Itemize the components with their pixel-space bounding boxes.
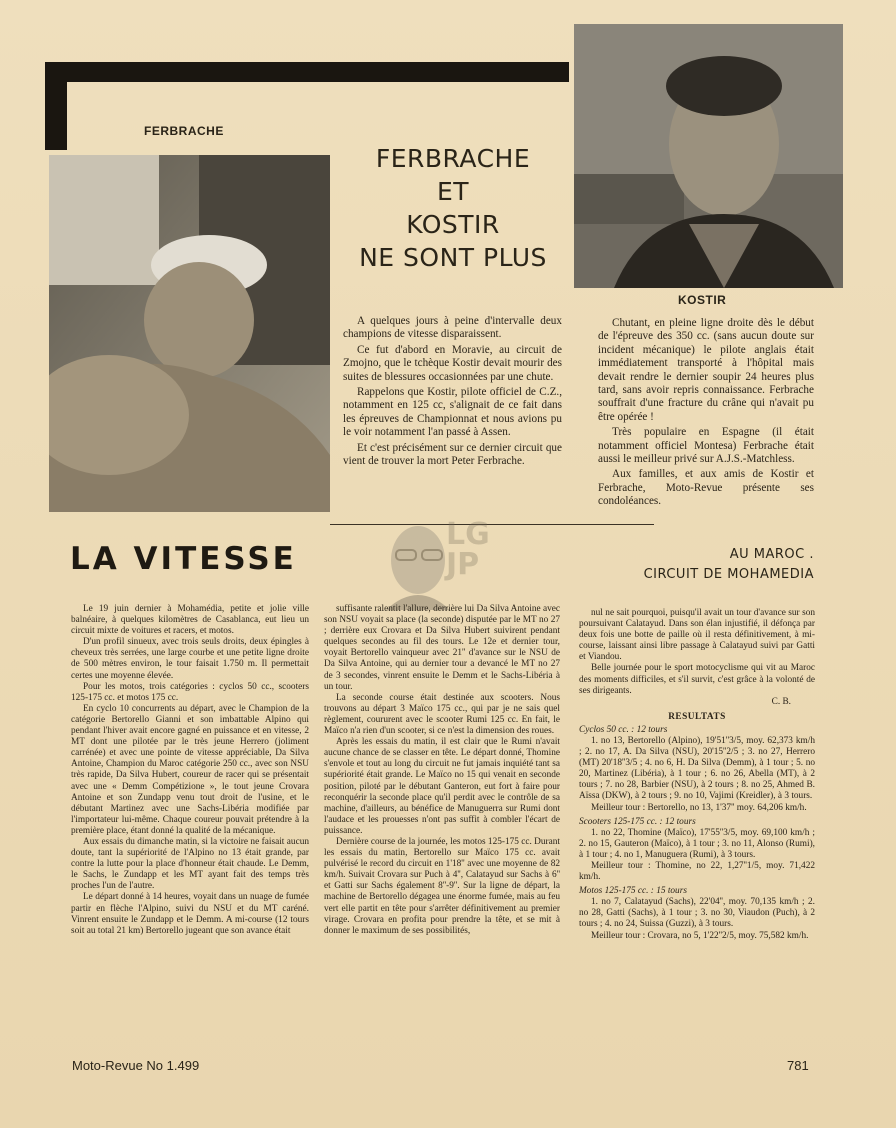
caption-kostir: KOSTIR	[678, 293, 727, 307]
headline-line-4: NE SONT PLUS	[359, 243, 547, 272]
location-line-2: CIRCUIT DE MOHAMEDIA	[643, 567, 814, 582]
article-paragraph: D'un profil sinueux, avec trois seuls droits, deux épingles à cheveux très serrées, une large courbe et une petite ligne droite de 500 mètres environ, le tour faisait 1.750 m. Il permettait certes une moyenne élevée.	[71, 637, 309, 681]
section-location	[600, 545, 814, 585]
article-column-2	[324, 604, 560, 937]
intro-middle-column	[343, 315, 562, 470]
portrait-watermark	[382, 518, 454, 610]
intro-paragraph: Très populaire en Espagne (il était notamment officiel Montesa) Ferbrache était aussi le meilleur privé sur A.J.S.-Matchless.	[598, 426, 814, 466]
results-cyclos: 1. no 13, Bertorello (Alpino), 19'51''3/5, moy. 62,373 km/h ; 2. no 17, A. Da Silva (NSU), 20'15''2/5 ; 3. no 27, Herrero (MT) 20'18''3/5 ; 4. no 6, H. Da Silva (Demm), à 1 tour ; 5. no 20, Martinez (Libéria), à 1 tour ; 6. no 26, Abella (MT), à 2 tours ; 7. no 28, Barbier (NSU), à 2 tours ; 8. no 25, Ahmed B. Aïssa (DKW), à 2 tours ; 9. no 10, Vajimi (Kreidler), à 3 tours.	[579, 735, 815, 802]
results-cyclos-best: Meilleur tour : Bertorello, no 13, 1'37'' moy. 64,206 km/h.	[591, 802, 807, 813]
article-paragraph: Dernière course de la journée, les motos 125-175 cc. Durant les essais du matin, Bertorello sur Maïco 175 cc. avait pulvérisé le record du circuit en 1'18'' avec une moyenne de 82 km/h. Suivait Crovara sur Puch à 4'', Calatayud sur Sachs à 6'' et Gatti sur Sachs également 8''-9''. Sur la ligne de départ, la machine de Bertorello dégagea une énorme fumée, mais au feu vert elle partit en tête pour s'arrêter définitivement au premier virage. Crovara en profita pour prendre la tête, et se mit à donner le maximum de ses possibilités,	[324, 836, 560, 936]
article-column-3	[579, 608, 815, 942]
article-column-1	[71, 604, 309, 937]
headline	[340, 142, 566, 274]
results-scooters: 1. no 22, Thomine (Maïco), 17'55''3/5, moy. 69,100 km/h ; 2. no 15, Gauteron (Maïco), à 1 tour ; 3. no 11, Alonso (Rumi), à 1 tour ; 4. no 1, Manuguera (Rumi), à 3 tours.	[579, 827, 815, 860]
intro-paragraph: A quelques jours à peine d'intervalle deux champions de vitesse disparaissent.	[343, 315, 562, 341]
article-paragraph: Le départ donné à 14 heures, voyait dans un nuage de fumée partir en flèche l'Alpino, suivi du NSU et du MT caréné. Vinrent ensuite le Zundapp et le Demm. A mi-course (12 tours soit au total 21 km) Bertorello jugeant que son avance était	[71, 892, 309, 936]
photo-ferbrache	[49, 155, 330, 512]
results-scooters-best: Meilleur tour : Thomine, no 22, 1,27''1/5, moy. 71,422 km/h.	[579, 860, 815, 883]
headline-line-3: KOSTIR	[406, 210, 500, 239]
header-rule-left	[45, 62, 67, 150]
intro-paragraph: Rappelons que Kostir, pilote officiel de C.Z., notamment en 125 cc, s'alignait de ce fait dans les épreuves de Championnat et nous avions pu le voir notamment l'an passé à Assen.	[343, 386, 562, 439]
results-heading: RESULTATS	[668, 711, 726, 722]
intro-right-column	[598, 317, 814, 511]
article-paragraph: Le 19 juin dernier à Mohamédia, petite et jolie ville balnéaire, à quelques kilomètres de Casablanca, eut lieu un circuit mixte de voitures et racers, et motos.	[71, 604, 309, 637]
section-divider	[330, 524, 654, 525]
results-motos-title: Motos 125-175 cc. : 15 tours	[579, 886, 687, 897]
article-paragraph: La seconde course était destinée aux scooters. Nous trouvons au départ 3 Maïco 175 cc., qui par je ne sais quel règlement, coururent avec le scooter Rumi 125 cc. En fait, le Maïco n'a rien d'un scooter, si ce n'est la dimension des roues.	[324, 692, 560, 737]
results-scooters-title: Scooters 125-175 cc. : 12 tours	[579, 816, 696, 827]
footer-publication: Moto-Revue No 1.499	[72, 1058, 200, 1073]
footer-page-number: 781	[787, 1058, 809, 1073]
article-paragraph: En cyclo 10 concurrents au départ, avec le Champion de la catégorie Bertorello Gianni et son imbattable Alpino qui pendant l'hiver avait encore gagné en puissance et en vitesse, 2 MT dont une pilotée par le très jeune Herrero (joliment carrénée) et avec une pointe de vitesse appréciable, Da Silva Antoine, Champion du Maroc catégorie 250 cc., avec son NSU très rapide, Da Silva Hubert, coureur de racer qui se présentait avec une « Demm Compétizione », le tout jeune Crovara Antoine et son Zundapp venu tout droit de l'usine, et le débutant Martinez avec une Sachs-Libéria modifiée par l'importateur lui-même. Chaque coureur pouvait prétendre à la première place, étant donné la qualité de la mécanique.	[71, 703, 309, 836]
location-line-1: AU MAROC .	[729, 547, 814, 562]
results-motos: 1. no 7, Calatayud (Sachs), 22'04'', moy. 70,135 km/h ; 2. no 28, Gatti (Sachs), à 1 tour ; 3. no 30, Viaudon (Puch), à 2 tours ; 4. no 24, Suissa (Guzzi), à 3 tours.	[579, 897, 815, 930]
article-signature: C. B.	[771, 696, 791, 707]
article-paragraph: suffisante ralentit l'allure, derrière lui Da Silva Antoine avec son NSU voyait sa place (la seconde) disputée par le MT no 27 ; derrière eux Crovara et Da Silva Hubert suivirent pendant quelques secondes au fil des tours. Le 12e et dernier tour, voyait Bertorello vainqueur avec 21'' d'avance sur le NSU de Da Silva Antoine, qui au dernier tour a devancé le MT no 27 de 3 secondes, vinrent ensuite le Demm et le Sachs-Libéria à un tour.	[324, 604, 560, 692]
intro-paragraph: Aux familles, et aux amis de Kostir et Ferbrache, Moto-Revue présente ses condoléances.	[598, 468, 814, 508]
article-paragraph: nul ne sait pourquoi, puisqu'il avait un tour d'avance sur son poursuivant Calatayud. Dans son élan injustifié, il défonça par deux fois une botte de paille où il resta définitivement, à mi-course, laissant ainsi libre passage à Calatayud suivi par Gatti et Viandou.	[579, 608, 815, 663]
headline-line-1: FERBRACHE	[375, 144, 531, 173]
intro-paragraph: Et c'est précisément sur ce dernier circuit que vient de trouver la mort Peter Ferbrache.	[343, 441, 562, 468]
headline-line-2: ET	[436, 177, 470, 206]
article-paragraph: Belle journée pour le sport motocyclisme qui vit au Maroc des moments difficiles, et s'il survit, c'est grâce à la volonté de ses dirigeants.	[579, 663, 815, 696]
results-cyclos-title: Cyclos 50 cc. : 12 tours	[579, 724, 668, 735]
article-paragraph: Après les essais du matin, il est clair que le Rumi n'avait aucune chance de se classer en tête. Le départ donné, Thomine s'envole et tout au long du circuit ne fut jamais inquiété tant sa supériorité était grande. Le Maïco no 15 qui venait en seconde position, piloté par le débutant Ganteron, eut fort à faire pour reconquérir la seconde place qu'il perdit avec le contrôle de sa machine, d'ailleurs, au bénéfice de Manuguerra sur Rumi dont l'audace et les prouesses n'ont pas suffit à combler l'écart de puissance.	[324, 737, 560, 836]
section-title: LA VITESSE	[70, 541, 297, 577]
intro-paragraph: Ce fut d'abord en Moravie, au circuit de Zmojno, que le tchèque Kostir devait mourir des suites de blessures occasionnées par une chute.	[343, 343, 562, 383]
photo-kostir	[574, 24, 843, 288]
article-paragraph: Pour les motos, trois catégories : cyclos 50 cc., scooters 125-175 cc. et motos 175 cc.	[71, 681, 309, 703]
results-motos-best: Meilleur tour : Crovara, no 5, 1'22''2/5, moy. 75,582 km/h.	[591, 930, 809, 941]
intro-paragraph: Chutant, en pleine ligne droite dès le début de l'épreuve des 350 cc. (sans aucun doute sur incident mécanique) le pilote anglais était immédiatement transporté à l'hôpital mais devait rendre le dernier soupir 24 heures plus tard, sans avoir repris connaissance. Ferbrache souffrait d'une fracture du crâne qui n'avait pu être opérée !	[598, 317, 814, 423]
caption-ferbrache: FERBRACHE	[144, 124, 224, 138]
header-rule-top	[45, 62, 569, 82]
article-paragraph: Aux essais du dimanche matin, si la victoire ne faisait aucun doute, tant la supériorité de l'Alpino no 13 était grande, par contre la lutte pour la place d'honneur était chaude. Le Demm, le Sachs, le Zundapp et les MT ayant fait des temps très proches l'un de l'autre.	[71, 836, 309, 892]
lgjp-logo-watermark: LG JP	[446, 517, 490, 582]
